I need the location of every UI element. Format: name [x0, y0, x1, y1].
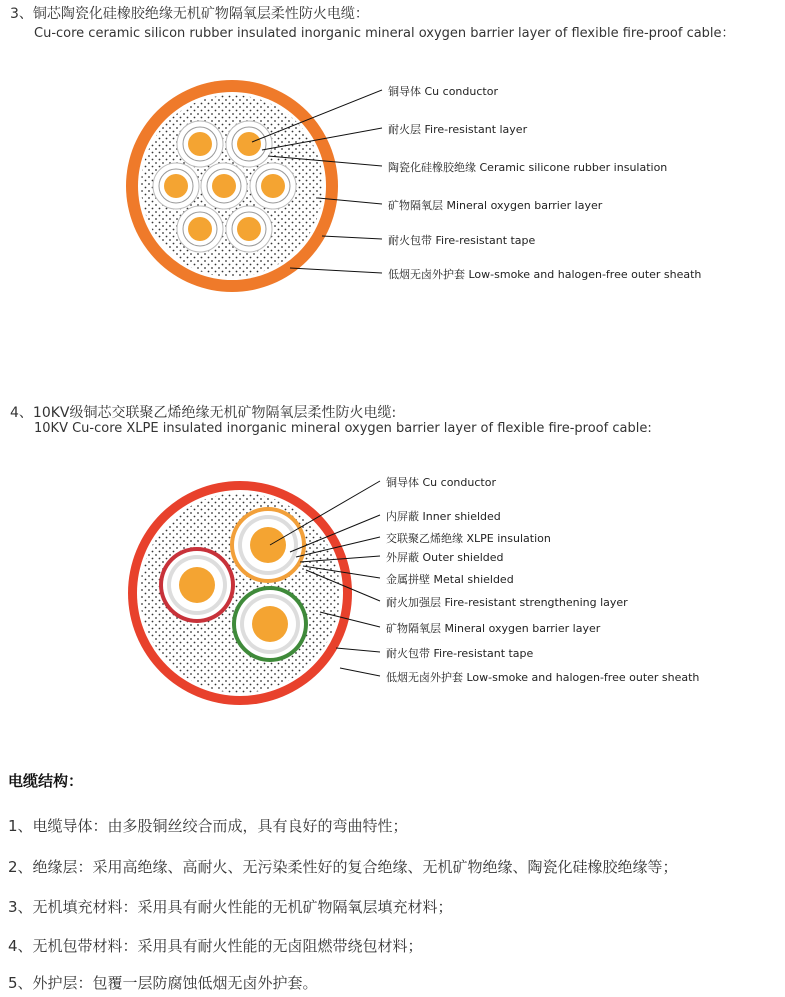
section-4-heading-cn: 4、10KV级铜芯交联聚乙烯绝缘无机矿物隔氧层柔性防火电缆:	[10, 405, 397, 421]
cable-2-label: 金属拼壁 Metal shielded	[386, 573, 514, 586]
structure-item: 3、无机填充材料：采用具有耐火性能的无机矿物隔氧层填充材料；	[8, 898, 453, 916]
cable-2-core-left	[159, 547, 235, 623]
cable-2-label: 低烟无卤外护套 Low-smoke and halogen-free outer sheath	[386, 671, 700, 684]
cable-2-label: 耐火加强层 Fire-resistant strengthening layer	[386, 596, 628, 609]
core	[250, 163, 296, 209]
cable-2-core-top	[230, 507, 306, 583]
core	[177, 206, 223, 252]
core	[226, 206, 272, 252]
cable-1-label: 铜导体 Cu conductor	[388, 85, 498, 98]
cable-2-label: 外屏蔽 Outer shielded	[386, 551, 504, 564]
section-4-heading-en: 10KV Cu-core XLPE insulated inorganic mineral oxygen barrier layer of flexible fire-proof cable:	[34, 421, 652, 436]
structure-item: 5、外护层：包覆一层防腐蚀低烟无卤外护套。	[8, 974, 318, 992]
cable-1-label: 低烟无卤外护套 Low-smoke and halogen-free outer sheath	[388, 268, 702, 281]
structure-item: 4、无机包带材料：采用具有耐火性能的无卤阻燃带绕包材料；	[8, 937, 423, 955]
cable-2-diagram	[128, 481, 380, 705]
structure-item: 2、绝缘层：采用高绝缘、高耐火、无污染柔性好的复合绝缘、无机矿物绝缘、陶瓷化硅橡胶绝缘等；	[8, 858, 678, 876]
cable-1-label: 耐火包带 Fire-resistant tape	[388, 234, 536, 247]
core	[153, 163, 199, 209]
section-3-heading-en: Cu-core ceramic silicon rubber insulated inorganic mineral oxygen barrier layer of flexible fire-proof cable：	[34, 26, 735, 41]
cable-1-label: 耐火层 Fire-resistant layer	[388, 123, 528, 136]
section-3-heading-cn: 3、铜芯陶瓷化硅橡胶绝缘无机矿物隔氧层柔性防火电缆：	[10, 6, 369, 22]
cable-2-core-right	[232, 586, 308, 662]
core	[177, 121, 223, 167]
cable-2-label: 交联聚乙烯绝缘 XLPE insulation	[386, 532, 551, 545]
cable-2-label: 内屏蔽 Inner shielded	[386, 510, 501, 523]
core	[201, 163, 247, 209]
core	[226, 121, 272, 167]
cable-1-label: 矿物隔氧层 Mineral oxygen barrier layer	[388, 199, 603, 212]
cable-1-label: 陶瓷化硅橡胶绝缘 Ceramic silicone rubber insulation	[388, 161, 668, 174]
structure-item: 1、电缆导体：由多股铜丝绞合而成，具有良好的弯曲特性；	[8, 817, 408, 835]
cable-2-label: 铜导体 Cu conductor	[386, 476, 496, 489]
structure-title: 电缆结构：	[8, 772, 84, 790]
cable-2-label: 矿物隔氧层 Mineral oxygen barrier layer	[386, 622, 601, 635]
cable-1-diagram	[126, 80, 382, 292]
cable-2-label: 耐火包带 Fire-resistant tape	[386, 647, 534, 660]
